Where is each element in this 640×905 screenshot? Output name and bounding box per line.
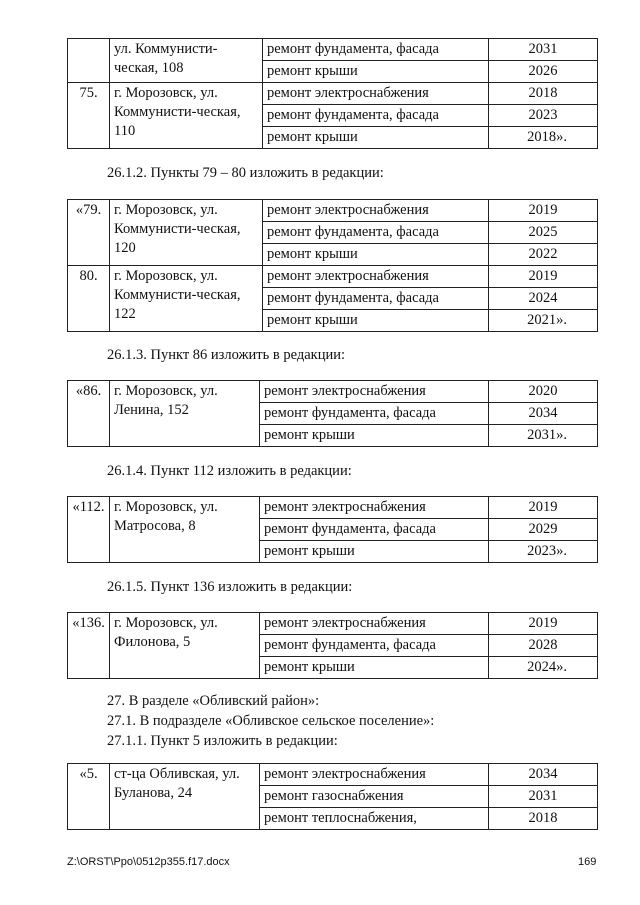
- work-year: 2031: [489, 39, 598, 61]
- work-year: 2020: [489, 381, 598, 403]
- table-object-list-5: [67, 612, 598, 679]
- row-address: ст-ца Обливская, ул. Буланова, 24: [110, 764, 260, 830]
- work-type: ремонт крыши: [263, 244, 489, 266]
- work-year: 2019: [489, 497, 598, 519]
- work-type: ремонт электроснабжения: [260, 381, 489, 403]
- work-year: 2021».: [489, 310, 598, 332]
- table-row: [68, 764, 598, 786]
- work-type: ремонт фундамента, фасада: [260, 403, 489, 425]
- row-number: «79.: [68, 200, 110, 266]
- table-row: [68, 613, 598, 635]
- row-number: «136.: [68, 613, 110, 679]
- table-row: [68, 39, 598, 61]
- work-type: ремонт фундамента, фасада: [263, 105, 489, 127]
- work-type: ремонт крыши: [263, 310, 489, 332]
- work-year: 2019: [489, 266, 598, 288]
- work-type: ремонт фундамента, фасада: [263, 288, 489, 310]
- table-object-list-6: [67, 763, 598, 830]
- paragraph: 26.1.3. Пункт 86 изложить в редакции:: [107, 347, 346, 363]
- work-year: 2018».: [489, 127, 598, 149]
- work-type: ремонт фундамента, фасада: [263, 222, 489, 244]
- row-address: г. Морозовск, ул. Матросова, 8: [110, 497, 260, 563]
- work-year: 2023: [489, 105, 598, 127]
- row-address: г. Морозовск, ул. Коммунисти-ческая, 120: [110, 200, 263, 266]
- work-type: ремонт крыши: [260, 425, 489, 447]
- work-year: 2018: [489, 808, 598, 830]
- work-year: 2034: [489, 764, 598, 786]
- paragraph: 26.1.5. Пункт 136 изложить в редакции:: [107, 579, 353, 595]
- work-type: ремонт электроснабжения: [263, 266, 489, 288]
- work-year: 2018: [489, 83, 598, 105]
- work-type: ремонт крыши: [260, 657, 489, 679]
- work-year: 2031: [489, 786, 598, 808]
- row-number: [68, 39, 110, 83]
- row-address: г. Морозовск, ул. Ленина, 152: [110, 381, 260, 447]
- paragraph: 27. В разделе «Обливский район»:: [107, 693, 320, 709]
- work-type: ремонт электроснабжения: [263, 200, 489, 222]
- work-type: ремонт электроснабжения: [263, 83, 489, 105]
- work-type: ремонт крыши: [260, 541, 489, 563]
- work-year: 2024».: [489, 657, 598, 679]
- work-type: ремонт электроснабжения: [260, 613, 489, 635]
- table-object-list-3: [67, 380, 598, 447]
- work-year: 2026: [489, 61, 598, 83]
- work-year: 2029: [489, 519, 598, 541]
- work-type: ремонт крыши: [263, 127, 489, 149]
- paragraph: 27.1.1. Пункт 5 изложить в редакции:: [107, 733, 338, 749]
- row-number: «5.: [68, 764, 110, 830]
- work-type: ремонт фундамента, фасада: [260, 519, 489, 541]
- paragraph: 26.1.2. Пункты 79 – 80 изложить в редакции:: [107, 165, 384, 181]
- row-address: ул. Коммунисти-ческая, 108: [110, 39, 263, 83]
- work-type: ремонт фундамента, фасада: [260, 635, 489, 657]
- work-year: 2019: [489, 613, 598, 635]
- work-year: 2023».: [489, 541, 598, 563]
- footer-page-number: 169: [578, 856, 597, 868]
- work-type: ремонт газоснабжения: [260, 786, 489, 808]
- work-type: ремонт крыши: [263, 61, 489, 83]
- table-row: [68, 83, 598, 105]
- row-number: 75.: [68, 83, 110, 149]
- table-row: [68, 200, 598, 222]
- work-year: 2028: [489, 635, 598, 657]
- table-object-list-2: [67, 199, 598, 332]
- row-number: 80.: [68, 266, 110, 332]
- work-year: 2024: [489, 288, 598, 310]
- row-address: г. Морозовск, ул. Коммунисти-ческая, 122: [110, 266, 263, 332]
- work-year: 2025: [489, 222, 598, 244]
- footer-file-path: Z:\ORST\Ppo\0512p355.f17.docx: [67, 856, 230, 868]
- row-number: «112.: [68, 497, 110, 563]
- work-type: ремонт фундамента, фасада: [263, 39, 489, 61]
- table-row: [68, 266, 598, 288]
- table-object-list-1: [67, 38, 598, 149]
- work-type: ремонт теплоснабжения,: [260, 808, 489, 830]
- work-year: 2031».: [489, 425, 598, 447]
- work-year: 2022: [489, 244, 598, 266]
- row-number: «86.: [68, 381, 110, 447]
- work-type: ремонт электроснабжения: [260, 764, 489, 786]
- row-address: г. Морозовск, ул. Коммунисти-ческая, 110: [110, 83, 263, 149]
- paragraph: 26.1.4. Пункт 112 изложить в редакции:: [107, 463, 352, 479]
- work-type: ремонт электроснабжения: [260, 497, 489, 519]
- row-address: г. Морозовск, ул. Филонова, 5: [110, 613, 260, 679]
- table-object-list-4: [67, 496, 598, 563]
- paragraph: 27.1. В подразделе «Обливское сельское поселение»:: [107, 713, 435, 729]
- work-year: 2034: [489, 403, 598, 425]
- table-row: [68, 497, 598, 519]
- table-row: [68, 381, 598, 403]
- work-year: 2019: [489, 200, 598, 222]
